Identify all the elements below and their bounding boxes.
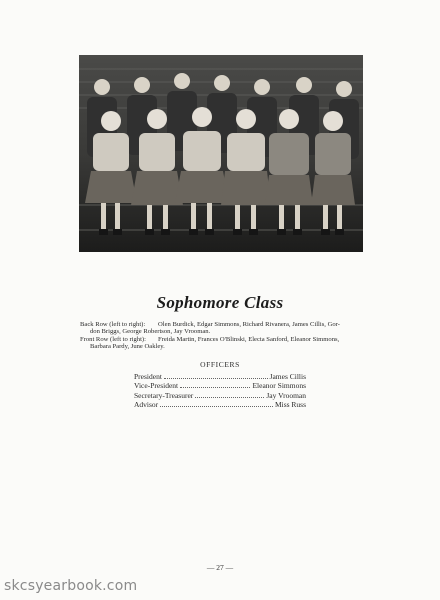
front-row-label: Front Row (left to right): [80, 335, 146, 343]
officer-row-president [134, 372, 306, 381]
dot-leader [180, 382, 250, 388]
site-watermark: skcsyearbook.com [4, 578, 138, 594]
class-photograph [79, 55, 363, 252]
back-row-label: Back Row (left to right): [80, 321, 146, 328]
back-row-caption [80, 321, 364, 336]
dot-leader [164, 373, 268, 379]
officer-role: President [134, 372, 162, 381]
dot-leader [160, 401, 273, 407]
dot-leader [195, 392, 264, 398]
officer-name: Jay Vrooman [266, 390, 306, 400]
officer-name: Eleanor Simmons [252, 381, 306, 391]
officer-role: Secretary-Treasurer [134, 390, 194, 400]
officer-row-advisor [134, 400, 306, 409]
officer-row-vice-president [134, 381, 306, 390]
officer-name: James Cillis [269, 372, 306, 381]
officer-name: Miss Russ [274, 399, 306, 409]
page-number: — 27 — [206, 563, 234, 572]
officers-heading: OFFICERS [200, 360, 240, 369]
class-photo-image [79, 55, 363, 252]
back-row-names: Olen Burdick, Edgar Simmons, Richard Rivanera, James Cillis, Gor- [158, 321, 340, 328]
back-row-names-continued: don Briggs, George Robertson, Jay Vrooman. [90, 328, 211, 336]
officer-row-secretary-treasurer [134, 391, 306, 400]
officer-role: Vice-President [134, 381, 179, 391]
front-row-caption [80, 336, 364, 351]
front-row-names-continued: Barbara Pardy, June Oakley. [90, 343, 165, 351]
officers-list [134, 372, 306, 409]
name-caption [80, 321, 364, 351]
officer-role: Advisor [134, 399, 159, 409]
page-title: Sophomore Class [156, 293, 284, 312]
front-row-names: Freida Martin, Frances O'Blinski, Electa Sanford, Eleanor Simmons, [158, 335, 340, 343]
